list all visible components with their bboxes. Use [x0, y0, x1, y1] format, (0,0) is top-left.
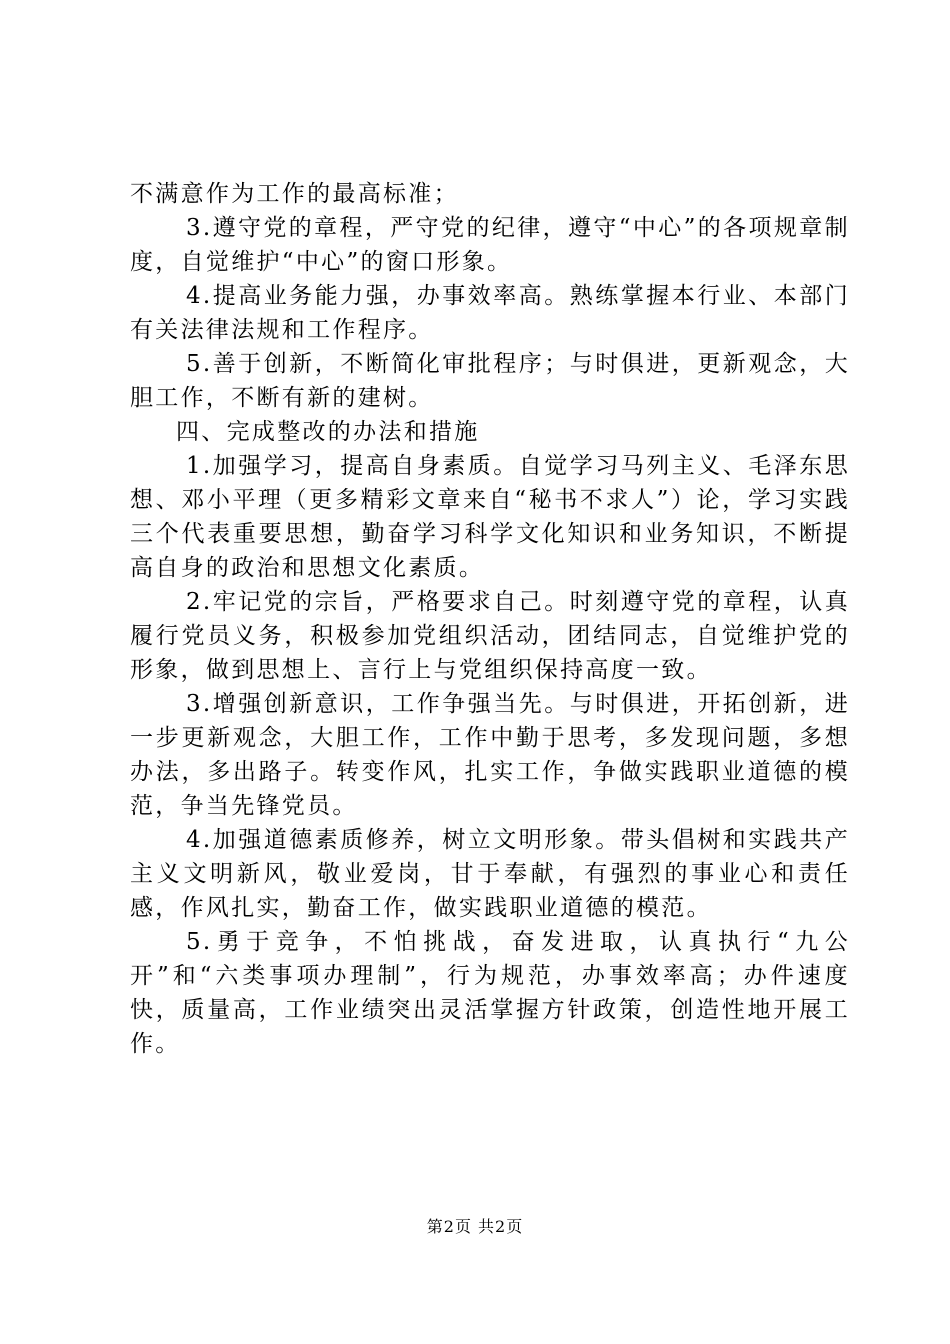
measure-item-4: 4.加强道德素质修养，树立文明形象。带头倡树和实践共产主义文明新风，敬业爱岗，甘于奉献，有强烈的事业心和责任感，作风扎实，勤奋工作，做实践职业道德的模范。: [130, 827, 850, 921]
paragraph-continuation: 不满意作为工作的最高标准；: [130, 181, 459, 207]
measure-item-3: 3.增强创新意识，工作争强当先。与时俱进，开拓创新，进一步更新观念，大胆工作，工作中勤于思考，多发现问题，多想办法，多出路子。转变作风，扎实工作，争做实践职业道德的模范，争当先锋党员。: [130, 691, 850, 819]
paragraph-item-3: 3.遵守党的章程，严守党的纪律，遵守“中心”的各项规章制度，自觉维护“中心”的窗口形象。: [130, 215, 850, 275]
document-body: [130, 177, 850, 1061]
page-footer: 第2页 共2页: [426, 1217, 524, 1236]
measure-item-2: 2.牢记党的宗旨，严格要求自己。时刻遵守党的章程，认真履行党员义务，积极参加党组织活动，团结同志，自觉维护党的形象，做到思想上、言行上与党组织保持高度一致。: [130, 589, 850, 683]
measure-item-5: 5.勇于竞争，不怕挑战，奋发进取，认真执行“九公开”和“六类事项办理制”，行为规范，办事效率高；办件速度快，质量高，工作业绩突出灵活掌握方针政策，创造性地开展工作。: [130, 929, 850, 1057]
paragraph-item-5: 5.善于创新，不断简化审批程序；与时俱进，更新观念，大胆工作，不断有新的建树。: [130, 351, 850, 411]
paragraph-item-4: 4.提高业务能力强，办事效率高。熟练掌握本行业、本部门有关法律法规和工作程序。: [130, 283, 850, 343]
measure-item-1: 1.加强学习，提高自身素质。自觉学习马列主义、毛泽东思想、邓小平理（更多精彩文章来自“秘书不求人”）论，学习实践三个代表重要思想，勤奋学习科学文化知识和业务知识，不断提高自身的政治和思想文化素质。: [130, 453, 850, 581]
section-heading: 四、完成整改的办法和措施: [176, 419, 480, 445]
